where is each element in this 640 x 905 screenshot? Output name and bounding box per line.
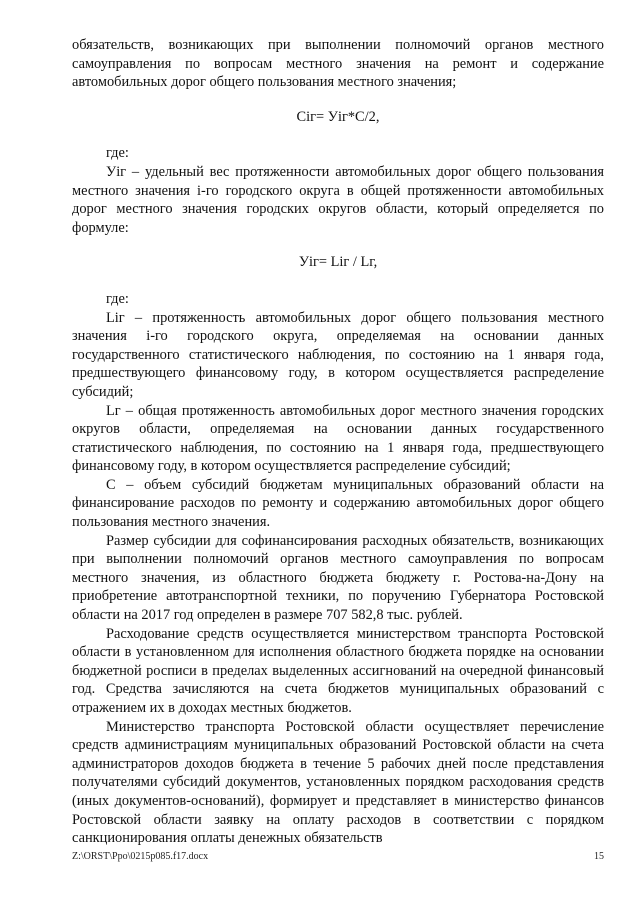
document-body	[72, 36, 604, 848]
where-label: где:	[106, 290, 129, 307]
paragraph-subsidy-size: Размер субсидии для софинансирования расходных обязательств, возникающих при выполнении полномочий органов местного самоуправления по вопросам местного значения, из областного бюджета бюджету г. Ростова-на-Дону на приобретение автотранспортной техники, по поручению Губернатора Ростовской области на 2017 год определен в размере 707 582,8 тыс. рублей.	[72, 532, 604, 624]
paragraph-ministry-transfer: Министерство транспорта Ростовской области осуществляет перечисление средств администрациям муниципальных образований Ростовской области на счета администраторов доходов бюджета в течение 5 рабочих дней после представления получателями субсидий документов, установленных порядком расходования средств (иных документов-оснований), формирует и представляет в министерство финансов Ростовской области заявку на оплату расходов в соответствии с порядком санкционирования оплаты денежных обязательств	[72, 718, 604, 847]
definition-c: С – объем субсидий бюджетам муниципальных образований области на финансирование расходов по ремонту и содержанию автомобильных дорог общего пользования местного значения.	[72, 476, 604, 531]
formula-yig: Уiг= Liг / Lг,	[298, 254, 378, 271]
definition-yig: Уiг – удельный вес протяженности автомобильных дорог общего пользования местного значения i-го городского округа в общей протяженности автомобильных дорог местного значения городских округов области, который определяется по формуле:	[72, 163, 604, 236]
paragraph-spending: Расходование средств осуществляется министерством транспорта Ростовской области в установленном для исполнения областного бюджета порядке на основании бюджетной росписи в пределах выделенных ассигнований на очередной финансовый год. Средства зачисляются на счета бюджетов муниципальных образований с отражением их в доходах местных бюджетов.	[72, 625, 604, 716]
definition-lg: Lг – общая протяженность автомобильных дорог местного значения городских округов области, определяемая на основании данных государственного статистического наблюдения, по состоянию на 1 января года, предшествующего финансовому году, в котором осуществляется распределение субсидий;	[72, 402, 604, 475]
formula-cig: Сiг= Уiг*С/2,	[296, 108, 380, 125]
paragraph-continuation: обязательств, возникающих при выполнении полномочий органов местного самоуправления по вопросам местного значения на ремонт и содержание автомобильных дорог общего пользования местного значения;	[72, 37, 604, 91]
where-label: где:	[106, 145, 129, 162]
page-number: 15	[594, 851, 604, 862]
file-path: Z:\ORST\Ppo\0215p085.f17.docx	[72, 851, 209, 862]
definition-lig: Liг – протяженность автомобильных дорог общего пользования местного значения i-го городского округа, определяемая на основании данных государственного статистического наблюдения, по состоянию на 1 января года, предшествующего финансовому году, в котором осуществляется распределение субсидий;	[72, 309, 604, 400]
